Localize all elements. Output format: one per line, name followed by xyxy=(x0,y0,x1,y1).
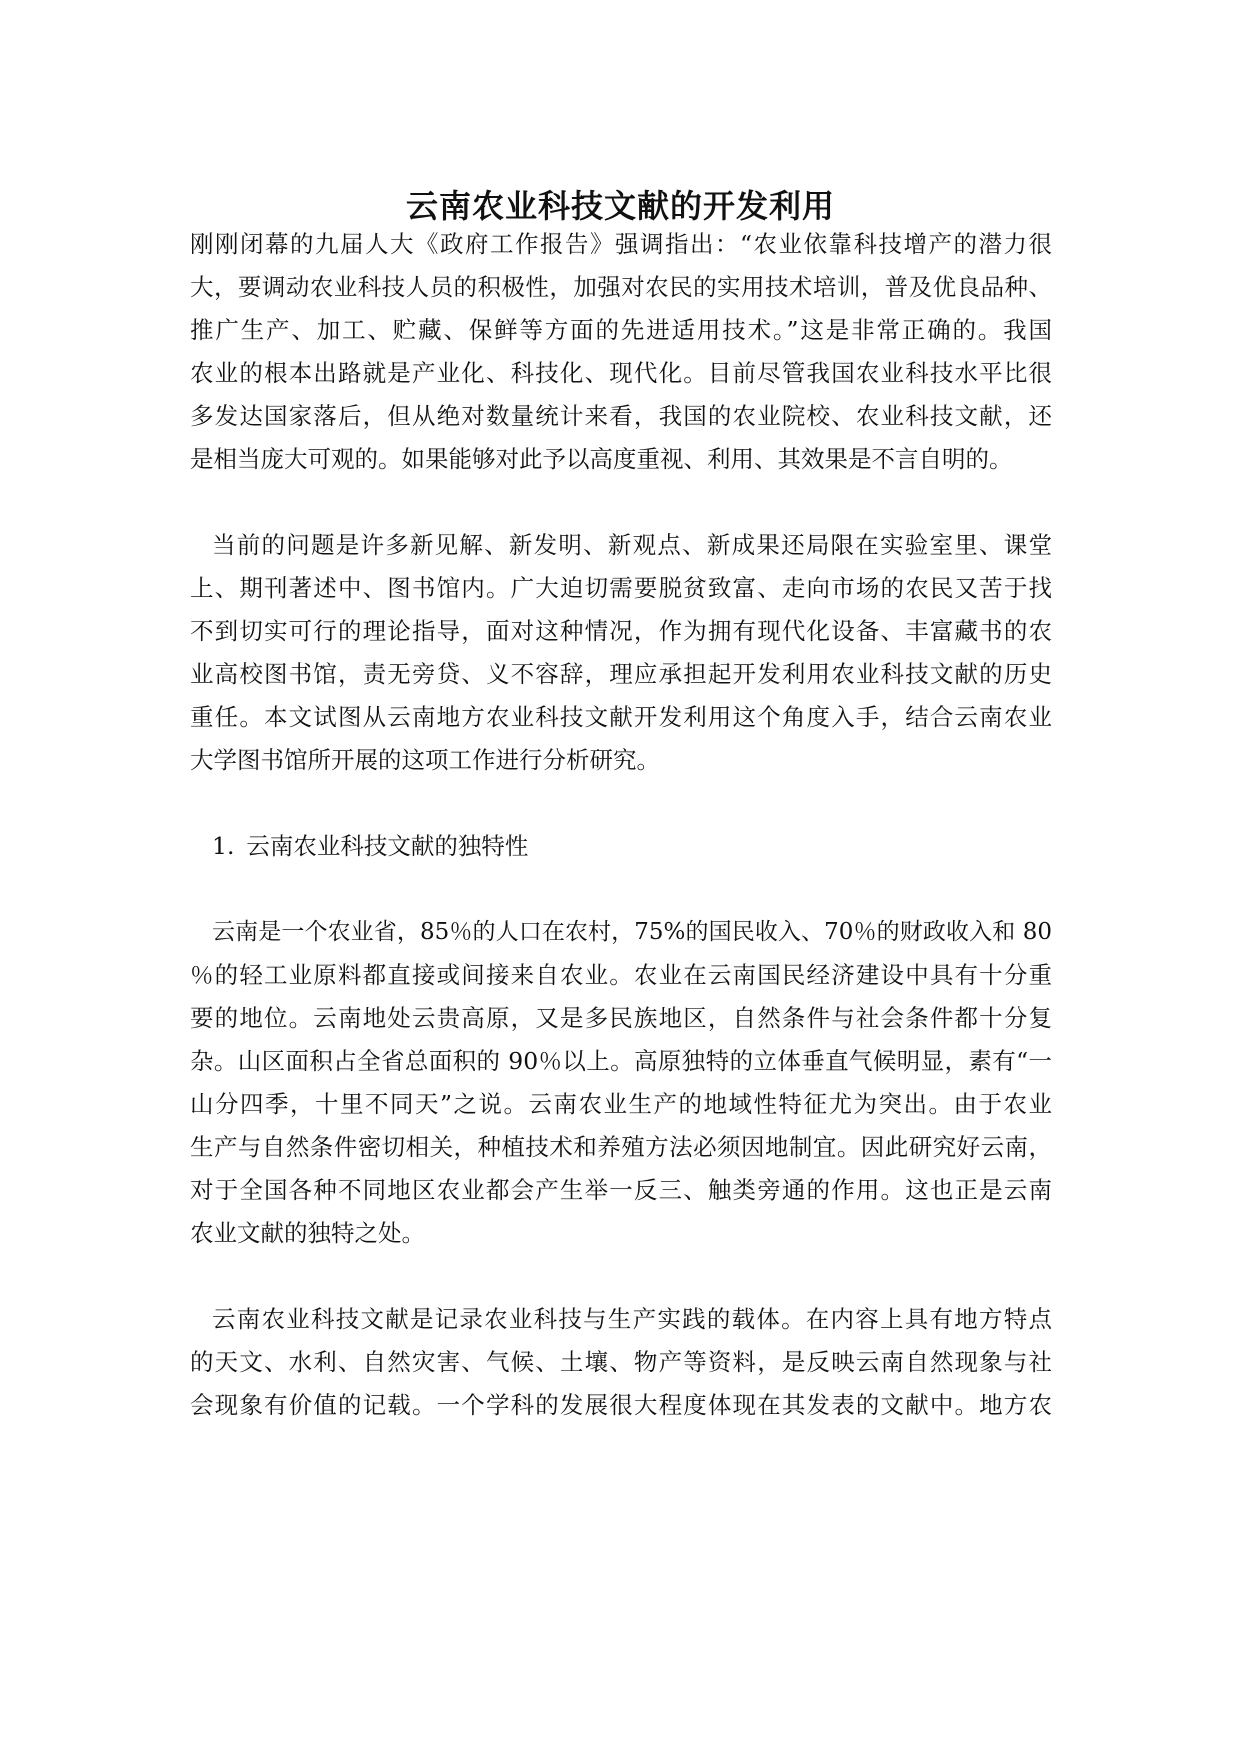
text-line: 农业文献的独特之处。 xyxy=(190,1219,425,1247)
text-line: 山分四季，十里不同天”之说。云南农业生产的地域性特征尤为突出。由于农业 xyxy=(190,1090,1052,1118)
text-line: 不到切实可行的理论指导，面对这种情况，作为拥有现代化设备、丰富藏书的农 xyxy=(190,617,1052,645)
text-line: 的天文、水利、自然灾害、气候、土壤、物产等资料，是反映云南自然现象与社 xyxy=(190,1348,1052,1376)
section-number: 1. xyxy=(212,832,235,860)
text-line: 要的地位。云南地处云贵高原，又是多民族地区，自然条件与社会条件都十分复 xyxy=(190,1004,1052,1032)
text-line: 云南农业科技文献是记录农业科技与生产实践的载体。在内容上具有地方特点 xyxy=(212,1305,1052,1333)
text-line: 农业的根本出路就是产业化、科技化、现代化。目前尽管我国农业科技水平比很 xyxy=(190,359,1052,387)
text-line: 当前的问题是许多新见解、新发明、新观点、新成果还局限在实验室里、课堂 xyxy=(212,531,1052,559)
section-heading xyxy=(212,830,528,862)
text-line: 生产与自然条件密切相关，种植技术和养殖方法必须因地制宜。因此研究好云南， xyxy=(190,1133,1052,1161)
text-line: 刚刚闭幕的九届人大《政府工作报告》强调指出：“农业依靠科技增产的潜力很 xyxy=(190,230,1052,258)
text-line: 对于全国各种不同地区农业都会产生举一反三、触类旁通的作用。这也正是云南 xyxy=(190,1176,1052,1204)
text-line: 杂。山区面积占全省总面积的 90％以上。高原独特的立体垂直气候明显，素有“一 xyxy=(190,1047,1052,1075)
text-line: 业高校图书馆，责无旁贷、义不容辞，理应承担起开发利用农业科技文献的历史 xyxy=(190,660,1052,688)
text-line: 是相当庞大可观的。如果能够对此予以高度重视、利用、其效果是不言自明的。 xyxy=(190,445,1013,473)
section-title: 云南农业科技文献的独特性 xyxy=(246,832,529,860)
text-line: 上、期刊著述中、图书馆内。广大迫切需要脱贫致富、走向市场的农民又苦于找 xyxy=(190,574,1052,602)
text-line: 推广生产、加工、贮藏、保鲜等方面的先进适用技术。”这是非常正确的。我国 xyxy=(190,316,1052,344)
document-title: 云南农业科技文献的开发利用 xyxy=(405,187,835,225)
text-line: ％的轻工业原料都直接或间接来自农业。农业在云南国民经济建设中具有十分重 xyxy=(190,961,1052,989)
text-line: 大学图书馆所开展的这项工作进行分析研究。 xyxy=(190,746,660,774)
text-line: 重任。本文试图从云南地方农业科技文献开发利用这个角度入手，结合云南农业 xyxy=(190,703,1052,731)
text-line: 云南是一个农业省，85％的人口在农村，75%的国民收入、70％的财政收入和 80 xyxy=(212,919,1052,945)
text-line: 大，要调动农业科技人员的积极性，加强对农民的实用技术培训，普及优良品种、 xyxy=(190,273,1052,301)
text-line: 多发达国家落后，但从绝对数量统计来看，我国的农业院校、农业科技文献，还 xyxy=(190,402,1052,430)
text-line: 会现象有价值的记载。一个学科的发展很大程度体现在其发表的文献中。地方农 xyxy=(190,1391,1052,1419)
